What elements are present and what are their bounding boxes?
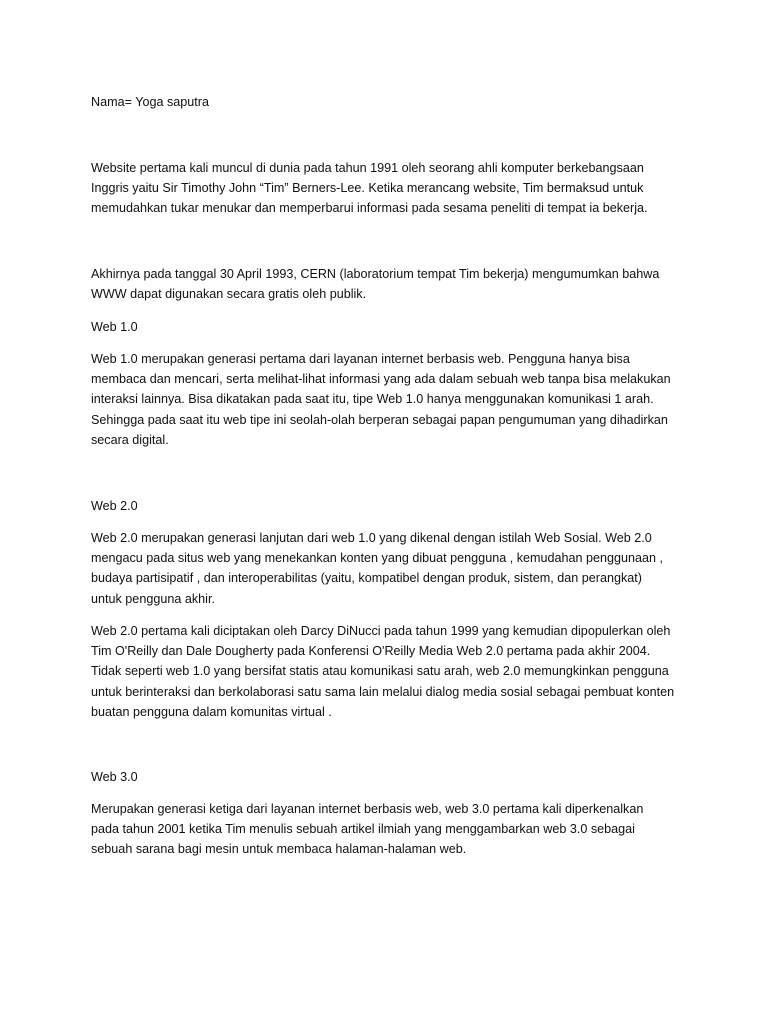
name-line	[91, 92, 691, 112]
paragraph-line: untuk berinteraksi dan berkolaborasi satu sama lain melalui dialog media sosial sebagai pembuat konten	[91, 684, 675, 699]
paragraph-line: budaya partisipatif , dan interoperabilitas (yaitu, kompatibel dengan produk, sistem, dan perangkat)	[91, 571, 642, 586]
paragraph-line: Tidak seperti web 1.0 yang bersifat statis atau komunikasi satu arah, web 2.0 memungkinkan pengguna	[91, 664, 669, 679]
heading-web-1-0	[91, 317, 691, 337]
paragraph-line: untuk pengguna akhir.	[91, 591, 215, 606]
paragraph-web-2-0-a	[91, 528, 691, 609]
paragraph-line: interaksi lainnya. Bisa dikatakan pada saat itu, tipe Web 1.0 hanya menggunakan komunikasi 1 arah.	[91, 392, 654, 407]
paragraph-line: WWW dapat digunakan secara gratis oleh publik.	[91, 287, 367, 302]
paragraph-line: pada tahun 2001 ketika Tim menulis sebuah artikel ilmiah yang menggambarkan web 3.0 sebagai	[91, 822, 635, 837]
paragraph-line: sebuah sarana bagi mesin untuk membaca halaman-halaman web.	[91, 842, 467, 857]
heading-web-2-0	[91, 496, 691, 516]
paragraph-line: Sehingga pada saat itu web tipe ini seolah-olah berperan sebagai papan pengumuman yang dihadirkan	[91, 412, 668, 427]
paragraph-web-2-0-b	[91, 621, 691, 722]
paragraph-line: Web 2.0 merupakan generasi lanjutan dari web 1.0 yang dikenal dengan istilah Web Sosial. Web 2.0	[91, 531, 652, 545]
paragraph-line: Merupakan generasi ketiga dari layanan internet berbasis web, web 3.0 pertama kali diperkenalkan	[91, 802, 644, 816]
paragraph-line: mengacu pada situs web yang menekankan konten yang dibuat pengguna , kemudahan penggunaan ,	[91, 551, 664, 566]
paragraph-line: membaca dan mencari, serta melihat-lihat informasi yang ada dalam sebuah web tanpa bisa melakukan	[91, 372, 671, 387]
paragraph-cern	[91, 264, 691, 304]
heading-web-3-0	[91, 767, 691, 787]
paragraph-web-1-0	[91, 349, 691, 450]
paragraph-line: Web 2.0 pertama kali diciptakan oleh Darcy DiNucci pada tahun 1999 yang kemudian dipopulerkan oleh	[91, 624, 671, 638]
paragraph-intro	[91, 158, 691, 219]
paragraph-web-3-0	[91, 799, 691, 860]
paragraph-line: Inggris yaitu Sir Timothy John “Tim” Berners-Lee. Ketika merancang website, Tim bermaksud untuk	[91, 181, 644, 196]
heading-text: Web 1.0	[91, 320, 138, 334]
paragraph-line: Web 1.0 merupakan generasi pertama dari layanan internet berbasis web. Pengguna hanya bisa	[91, 352, 630, 366]
heading-text: Web 3.0	[91, 770, 138, 784]
paragraph-line: memudahkan tukar menukar dan memperbarui informasi pada sesama peneliti di tempat ia bekerja.	[91, 201, 648, 216]
paragraph-line: Tim O'Reilly dan Dale Dougherty pada Konferensi O'Reilly Media Web 2.0 pertama pada akhir 2004.	[91, 644, 651, 659]
paragraph-line: Akhirnya pada tanggal 30 April 1993, CERN (laboratorium tempat Tim bekerja) mengumumkan bahwa	[91, 267, 660, 281]
heading-text: Web 2.0	[91, 499, 138, 513]
paragraph-line: Website pertama kali muncul di dunia pada tahun 1991 oleh seorang ahli komputer berkebangsaan	[91, 161, 644, 175]
name-text: Nama= Yoga saputra	[91, 95, 209, 109]
paragraph-line: secara digital.	[91, 432, 169, 447]
paragraph-line: buatan pengguna dalam komunitas virtual .	[91, 704, 332, 719]
